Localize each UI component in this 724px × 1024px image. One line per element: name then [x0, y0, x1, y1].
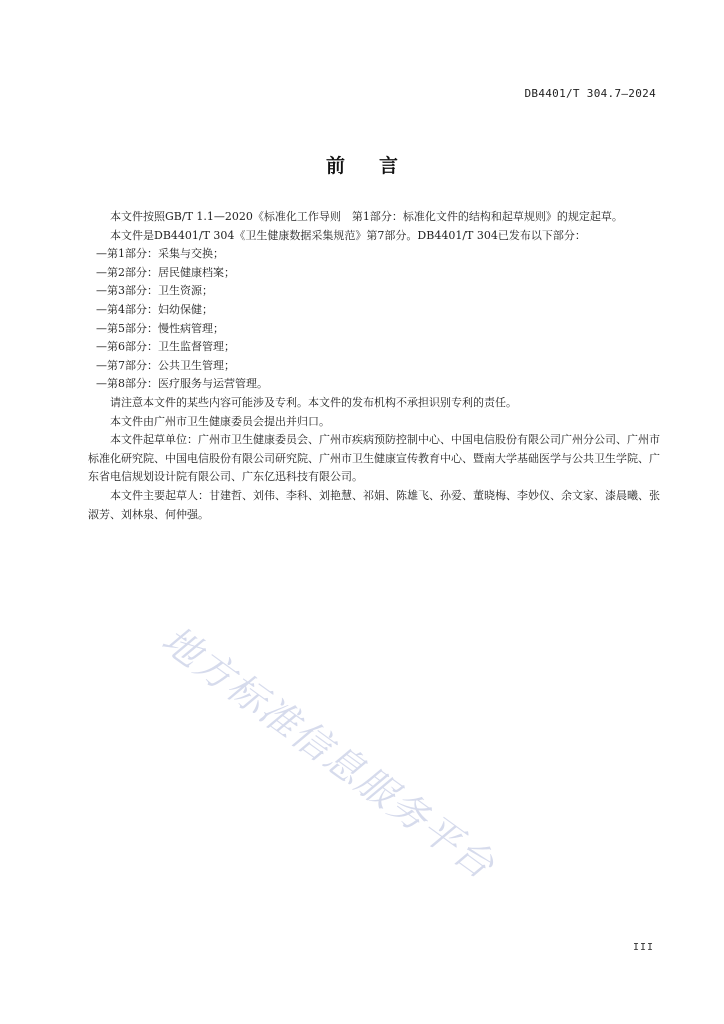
paragraph-series-intro: 本文件是DB4401/T 304《卫生健康数据采集规范》第7部分。DB4401/T 304已发布以下部分： [110, 228, 586, 242]
list-item: —第8部分：医疗服务与运营管理。 [96, 377, 268, 391]
list-item: —第7部分：公共卫生管理； [96, 358, 235, 372]
paragraph-patent-notice: 请注意本文件的某些内容可能涉及专利。本文件的发布机构不承担识别专利的责任。 [110, 395, 517, 409]
document-code: DB4401/T 304.7—2024 [524, 87, 656, 100]
page-number: III [632, 942, 654, 953]
list-item: —第6部分：卫生监督管理； [96, 340, 235, 354]
title-char-2: 言 [379, 155, 399, 177]
paragraph-drafting-rules: 本文件按照GB/T 1.1—2020《标准化工作导则 第1部分：标准化文件的结构和起草规则》的规定起草。 [110, 210, 623, 223]
list-item: —第3部分：卫生资源； [96, 284, 213, 298]
watermark: 地方标准信息服务平台 [153, 617, 504, 889]
paragraph-drafters: 本文件主要起草人：甘建哲、刘伟、李科、刘艳慧、祁娟、陈雄飞、孙爱、董晓梅、李妙仪、余文家、漆晨曦、张淑芳、刘林泉、何仲强。 [88, 488, 660, 521]
list-item: —第4部分：妇幼保健； [96, 302, 213, 316]
list-item: —第5部分：慢性病管理； [96, 321, 224, 335]
paragraph-drafting-units: 本文件起草单位：广州市卫生健康委员会、广州市疾病预防控制中心、中国电信股份有限公司广州分公司、广州市标准化研究院、中国电信股份有限公司研究院、广州市卫生健康宣传教育中心、暨南大学基础医学与公共卫生学院、广东省电信规划设计院有限公司、广东亿迅科技有限公司。 [88, 433, 660, 484]
list-item: —第2部分：居民健康档案； [96, 265, 235, 279]
page-title [0, 151, 724, 178]
document-body [88, 208, 660, 524]
title-char-1: 前 [325, 155, 345, 177]
paragraph-proposer: 本文件由广州市卫生健康委员会提出并归口。 [110, 414, 330, 428]
list-item: —第1部分：采集与交换； [96, 247, 224, 261]
